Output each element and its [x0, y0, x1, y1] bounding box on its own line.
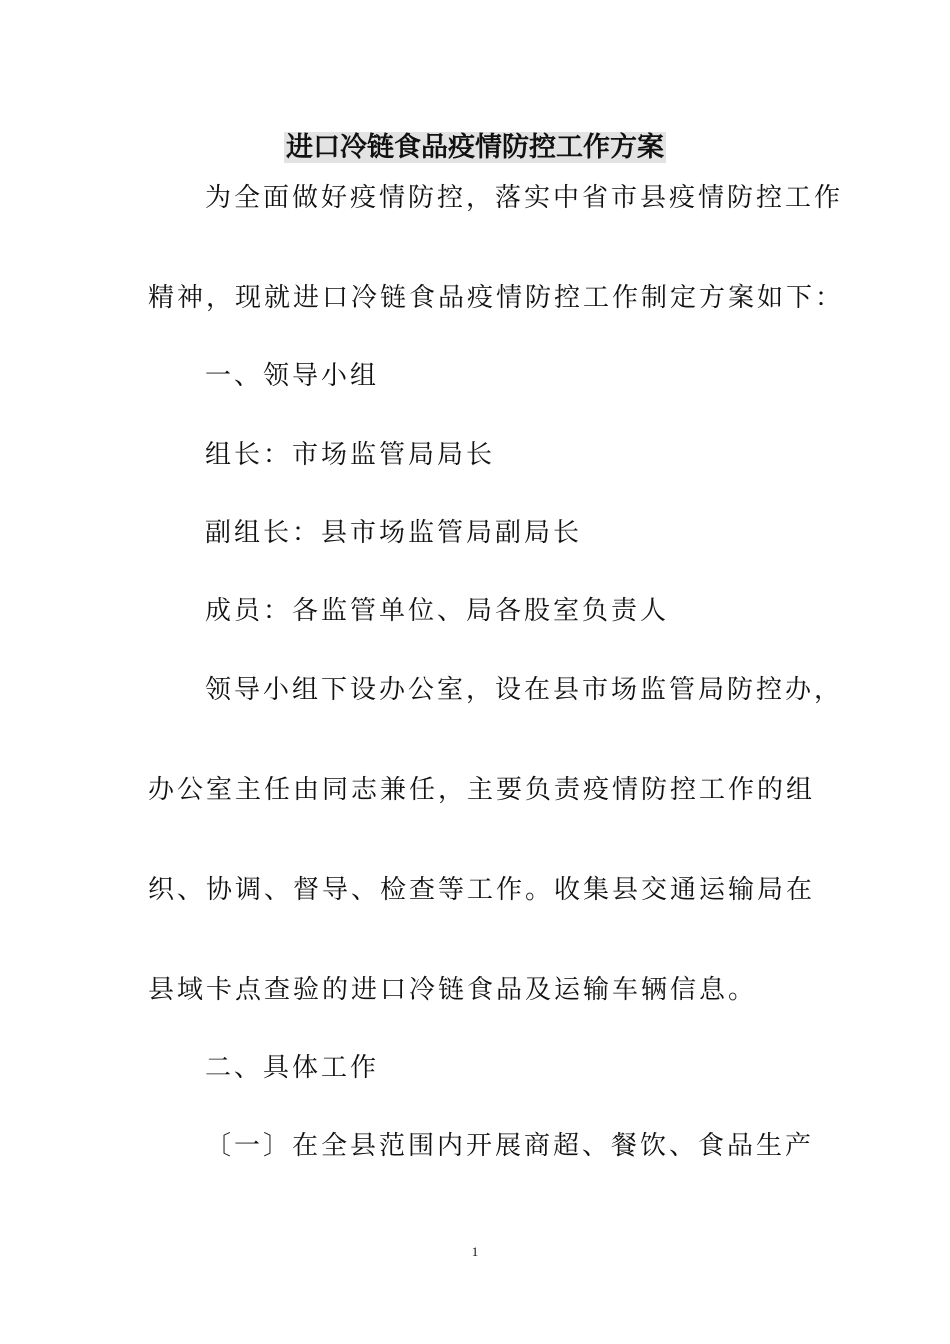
paragraph-line: 为全面做好疫情防控，落实中省市县疫情防控工作 — [205, 183, 844, 213]
section-heading: 一、领导小组 — [205, 361, 380, 391]
paragraph-line: 办公室主任由同志兼任，主要负责疫情防控工作的组 — [148, 775, 816, 805]
paragraph-line: 精神，现就进口冷链食品疫情防控工作制定方案如下： — [148, 283, 845, 313]
paragraph-line: 织、协调、督导、检查等工作。收集县交通运输局在 — [148, 875, 816, 905]
page-number: 1 — [471, 1244, 479, 1259]
document-title — [0, 128, 950, 168]
paragraph-line: 副组长：县市场监管局副局长 — [205, 518, 583, 548]
document-title-text: 进口冷链食品疫情防控工作方案 — [286, 132, 664, 163]
paragraph-line: 〔一〕在全县范围内开展商超、餐饮、食品生产 — [205, 1131, 815, 1161]
section-heading: 二、具体工作 — [205, 1053, 380, 1083]
paragraph-line: 组长：市场监管局局长 — [205, 440, 496, 470]
paragraph-line: 成员：各监管单位、局各股室负责人 — [205, 596, 670, 626]
paragraph-line: 县域卡点查验的进口冷链食品及运输车辆信息。 — [148, 975, 758, 1005]
paragraph-line: 领导小组下设办公室，设在县市场监管局防控办， — [205, 675, 844, 705]
